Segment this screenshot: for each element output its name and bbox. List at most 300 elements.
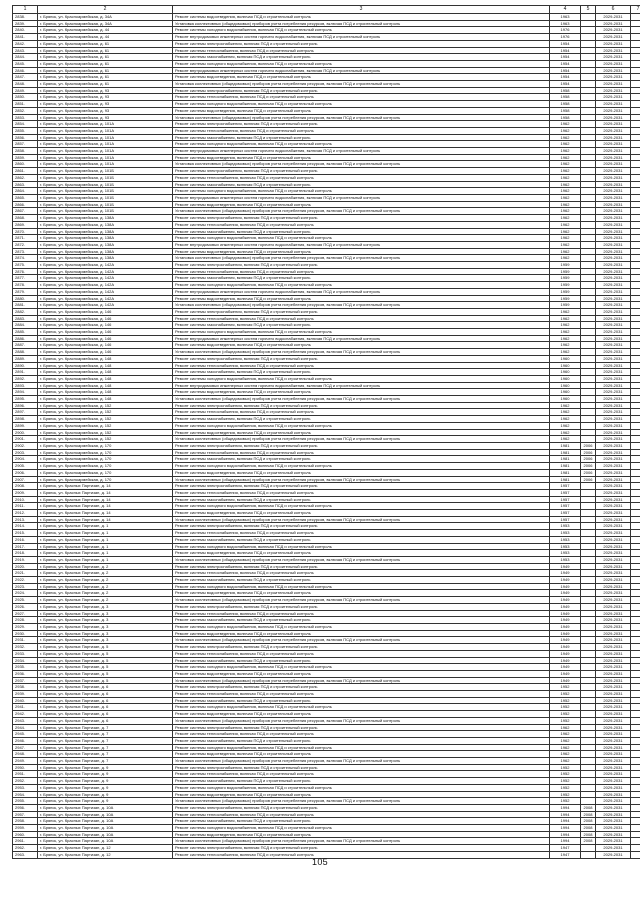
table-row — [13, 268, 640, 275]
reconstruction-year-cell — [581, 845, 596, 852]
table-row — [13, 798, 640, 805]
build-year-cell: 1962 — [550, 215, 581, 222]
extra-cell — [631, 751, 640, 758]
period-cell: 2029-2031 — [596, 235, 631, 242]
extra-cell — [631, 724, 640, 731]
table-row — [13, 510, 640, 517]
address-cell: г. Брянск, ул. Красноармейская, д. 142А — [38, 288, 173, 295]
address-cell: г. Брянск, ул. Красных Партизан, д. 2 — [38, 597, 173, 604]
work-type-cell: Ремонт системы водоотведения, включая ПСД и строительный контроль — [173, 791, 550, 798]
row-number: 2938. — [13, 684, 38, 691]
reconstruction-year-cell — [581, 623, 596, 630]
period-cell: 2029-2031 — [596, 818, 631, 825]
extra-cell — [631, 329, 640, 336]
table-row — [13, 255, 640, 262]
col-3-header: 3 — [173, 6, 550, 14]
build-year-cell: 1962 — [550, 248, 581, 255]
extra-cell — [631, 436, 640, 443]
build-year-cell: 1949 — [550, 583, 581, 590]
row-number: 2900. — [13, 429, 38, 436]
work-type-cell: Ремонт системы холодного водоснабжения, включая ПСД и строительный контроль — [173, 141, 550, 148]
table-row — [13, 697, 640, 704]
work-type-cell: Ремонт системы теплоснабжения, включая ПСД и строительный контроль — [173, 530, 550, 537]
row-number: 2891. — [13, 369, 38, 376]
reconstruction-year-cell — [581, 60, 596, 67]
work-type-cell: Ремонт системы теплоснабжения, включая ПСД и строительный контроль — [173, 811, 550, 818]
period-cell: 2029-2031 — [596, 54, 631, 61]
table-row — [13, 791, 640, 798]
reconstruction-year-cell — [581, 382, 596, 389]
extra-cell — [631, 101, 640, 108]
work-type-cell: Ремонт системы газоснабжения, включая ПСД и строительный контроль — [173, 181, 550, 188]
period-cell: 2029-2031 — [596, 650, 631, 657]
table-row — [13, 831, 640, 838]
extra-cell — [631, 382, 640, 389]
period-cell: 2029-2031 — [596, 275, 631, 282]
table-row — [13, 610, 640, 617]
extra-cell — [631, 402, 640, 409]
row-number: 2848. — [13, 81, 38, 88]
reconstruction-year-cell — [581, 590, 596, 597]
reconstruction-year-cell — [581, 550, 596, 557]
address-cell: г. Брянск, ул. Красноармейская, д. 101А — [38, 141, 173, 148]
period-cell: 2029-2031 — [596, 791, 631, 798]
row-number: 2951. — [13, 771, 38, 778]
period-cell: 2029-2031 — [596, 201, 631, 208]
work-type-cell: Ремонт системы электроснабжения, включая ПСД и строительный контроль — [173, 443, 550, 450]
period-cell: 2029-2031 — [596, 422, 631, 429]
row-number: 2929. — [13, 623, 38, 630]
extra-cell — [631, 54, 640, 61]
reconstruction-year-cell — [581, 704, 596, 711]
row-number: 2950. — [13, 764, 38, 771]
address-cell: г. Брянск, ул. Красноармейская, д. 44 — [38, 27, 173, 34]
table-row — [13, 630, 640, 637]
reconstruction-year-cell — [581, 731, 596, 738]
build-year-cell: 1959 — [550, 282, 581, 289]
period-cell: 2029-2031 — [596, 798, 631, 805]
column-number-row — [13, 6, 640, 14]
extra-cell — [631, 20, 640, 27]
work-type-cell: Ремонт системы электроснабжения, включая ПСД и строительный контроль — [173, 845, 550, 852]
build-year-cell: 1962 — [550, 154, 581, 161]
address-cell: г. Брянск, ул. Красных Партизан, д. 7 — [38, 758, 173, 765]
register-sheet — [12, 5, 640, 859]
reconstruction-year-cell — [581, 556, 596, 563]
address-cell: г. Брянск, ул. Красных Партизан, д. 10А — [38, 804, 173, 811]
row-number: 2865. — [13, 194, 38, 201]
table-row — [13, 74, 640, 81]
build-year-cell: 1994 — [550, 804, 581, 811]
work-type-cell: Установка коллективных (общедомовых) приборов учета потребления ресурсов, включая ПСД и строительный контроль — [173, 838, 550, 845]
row-number: 2859. — [13, 154, 38, 161]
row-number: 2863. — [13, 181, 38, 188]
reconstruction-year-cell — [581, 396, 596, 403]
table-row — [13, 670, 640, 677]
build-year-cell: 1954 — [550, 40, 581, 47]
extra-cell — [631, 684, 640, 691]
work-type-cell: Ремонт системы электроснабжения, включая ПСД и строительный контроль — [173, 684, 550, 691]
extra-cell — [631, 590, 640, 597]
col-2-header: 2 — [38, 6, 173, 14]
extra-cell — [631, 443, 640, 450]
row-number: 2894. — [13, 389, 38, 396]
row-number: 2841. — [13, 34, 38, 41]
reconstruction-year-cell — [581, 20, 596, 27]
table-row — [13, 684, 640, 691]
period-cell: 2029-2031 — [596, 443, 631, 450]
address-cell: г. Брянск, ул. Красноармейская, д. 93 — [38, 87, 173, 94]
address-cell: г. Брянск, ул. Красных Партизан, д. 10А — [38, 838, 173, 845]
period-cell: 2029-2031 — [596, 577, 631, 584]
table-row — [13, 469, 640, 476]
address-cell: г. Брянск, ул. Красноармейская, д. 142А — [38, 262, 173, 269]
period-cell: 2029-2031 — [596, 825, 631, 832]
row-number: 2907. — [13, 476, 38, 483]
table-row — [13, 302, 640, 309]
extra-cell — [631, 121, 640, 128]
table-row — [13, 121, 640, 128]
extra-cell — [631, 456, 640, 463]
reconstruction-year-cell — [581, 161, 596, 168]
build-year-cell: 1981 — [550, 469, 581, 476]
period-cell: 2029-2031 — [596, 704, 631, 711]
reconstruction-year-cell — [581, 101, 596, 108]
build-year-cell: 1962 — [550, 255, 581, 262]
address-cell: г. Брянск, ул. Красных Партизан, д. 7 — [38, 724, 173, 731]
reconstruction-year-cell — [581, 74, 596, 81]
row-number: 2921. — [13, 570, 38, 577]
row-number: 2890. — [13, 362, 38, 369]
reconstruction-year-cell — [581, 510, 596, 517]
build-year-cell: 1958 — [550, 107, 581, 114]
period-cell: 2029-2031 — [596, 369, 631, 376]
build-year-cell: 1947 — [550, 851, 581, 858]
reconstruction-year-cell — [581, 737, 596, 744]
work-type-cell: Установка коллективных (общедомовых) приборов учета потребления ресурсов, включая ПСД и строительный контроль — [173, 597, 550, 604]
address-cell: г. Брянск, ул. Красноармейская, д. 148 — [38, 375, 173, 382]
work-type-cell: Ремонт системы холодного водоснабжения, включая ПСД и строительный контроль — [173, 744, 550, 751]
row-number: 2886. — [13, 335, 38, 342]
reconstruction-year-cell — [581, 409, 596, 416]
extra-cell — [631, 201, 640, 208]
build-year-cell: 1953 — [550, 536, 581, 543]
table-row — [13, 389, 640, 396]
extra-cell — [631, 154, 640, 161]
row-number: 2916. — [13, 536, 38, 543]
row-number: 2943. — [13, 717, 38, 724]
build-year-cell: 1962 — [550, 174, 581, 181]
address-cell: г. Брянск, ул. Красноармейская, д. 101А — [38, 121, 173, 128]
extra-cell — [631, 476, 640, 483]
period-cell: 2029-2031 — [596, 295, 631, 302]
period-cell: 2029-2031 — [596, 87, 631, 94]
reconstruction-year-cell — [581, 523, 596, 530]
work-type-cell: Ремонт системы газоснабжения, включая ПСД и строительный контроль — [173, 134, 550, 141]
build-year-cell: 1952 — [550, 791, 581, 798]
extra-cell — [631, 409, 640, 416]
reconstruction-year-cell — [581, 262, 596, 269]
reconstruction-year-cell — [581, 758, 596, 765]
extra-cell — [631, 215, 640, 222]
extra-cell — [631, 295, 640, 302]
build-year-cell: 1994 — [550, 818, 581, 825]
build-year-cell: 1962 — [550, 188, 581, 195]
address-cell: г. Брянск, ул. Красных Партизан, д. 7 — [38, 744, 173, 751]
extra-cell — [631, 275, 640, 282]
table-row — [13, 188, 640, 195]
period-cell: 2029-2031 — [596, 148, 631, 155]
reconstruction-year-cell — [581, 248, 596, 255]
row-number: 2864. — [13, 188, 38, 195]
address-cell: г. Брянск, ул. Красноармейская, д. 101Б — [38, 174, 173, 181]
address-cell: г. Брянск, ул. Красноармейская, д. 101Б — [38, 188, 173, 195]
period-cell: 2029-2031 — [596, 20, 631, 27]
col-4-header: 4 — [550, 6, 581, 14]
table-row — [13, 764, 640, 771]
period-cell: 2029-2031 — [596, 556, 631, 563]
table-row — [13, 784, 640, 791]
build-year-cell: 1952 — [550, 691, 581, 698]
extra-cell — [631, 208, 640, 215]
row-number: 2955. — [13, 798, 38, 805]
reconstruction-year-cell — [581, 375, 596, 382]
work-type-cell: Ремонт системы газоснабжения, включая ПСД и строительный контроль — [173, 737, 550, 744]
work-type-cell: Ремонт системы теплоснабжения, включая ПСД и строительный контроль — [173, 47, 550, 54]
reconstruction-year-cell — [581, 47, 596, 54]
table-row — [13, 322, 640, 329]
address-cell: г. Брянск, ул. Красноармейская, д. 61 — [38, 74, 173, 81]
work-type-cell: Ремонт системы водоотведения, включая ПСД и строительный контроль — [173, 469, 550, 476]
work-type-cell: Ремонт системы холодного водоснабжения, включая ПСД и строительный контроль — [173, 235, 550, 242]
address-cell: г. Брянск, ул. Красных Партизан, д. 3 — [38, 610, 173, 617]
address-cell: г. Брянск, ул. Красноармейская, д. 146 — [38, 322, 173, 329]
address-cell: г. Брянск, ул. Красных Партизан, д. 9 — [38, 764, 173, 771]
period-cell: 2029-2031 — [596, 47, 631, 54]
work-type-cell: Ремонт системы электроснабжения, включая ПСД и строительный контроль — [173, 402, 550, 409]
extra-cell — [631, 650, 640, 657]
work-type-cell: Ремонт внутридомовых инженерных систем горячего водоснабжения, включая ПСД и строительный контроль — [173, 34, 550, 41]
table-row — [13, 516, 640, 523]
period-cell: 2029-2031 — [596, 396, 631, 403]
reconstruction-year-cell — [581, 389, 596, 396]
build-year-cell: 1962 — [550, 436, 581, 443]
reconstruction-year-cell — [581, 235, 596, 242]
row-number: 2932. — [13, 644, 38, 651]
extra-cell — [631, 248, 640, 255]
work-type-cell: Установка коллективных (общедомовых) приборов учета потребления ресурсов, включая ПСД и строительный контроль — [173, 255, 550, 262]
work-type-cell: Ремонт системы газоснабжения, включая ПСД и строительный контроль — [173, 496, 550, 503]
period-cell: 2029-2031 — [596, 436, 631, 443]
row-number: 2862. — [13, 174, 38, 181]
work-type-cell: Ремонт системы электроснабжения, включая ПСД и строительный контроль — [173, 308, 550, 315]
address-cell: г. Брянск, ул. Красных Партизан, д. 5 — [38, 670, 173, 677]
period-cell: 2029-2031 — [596, 851, 631, 858]
table-row — [13, 27, 640, 34]
table-row — [13, 181, 640, 188]
address-cell: г. Брянск, ул. Красноармейская, д. 34А — [38, 14, 173, 21]
extra-cell — [631, 570, 640, 577]
reconstruction-year-cell — [581, 40, 596, 47]
period-cell: 2029-2031 — [596, 778, 631, 785]
extra-cell — [631, 845, 640, 852]
work-type-cell: Ремонт системы газоснабжения, включая ПСД и строительный контроль — [173, 322, 550, 329]
table-row — [13, 744, 640, 751]
extra-cell — [631, 577, 640, 584]
row-number: 2953. — [13, 784, 38, 791]
address-cell: г. Брянск, ул. Красноармейская, д. 146 — [38, 308, 173, 315]
table-row — [13, 456, 640, 463]
address-cell: г. Брянск, ул. Красных Партизан, д. 2 — [38, 563, 173, 570]
work-type-cell: Ремонт системы водоотведения, включая ПСД и строительный контроль — [173, 14, 550, 21]
address-cell: г. Брянск, ул. Красных Партизан, д. 9 — [38, 778, 173, 785]
build-year-cell: 1994 — [550, 838, 581, 845]
reconstruction-year-cell — [581, 610, 596, 617]
extra-cell — [631, 282, 640, 289]
build-year-cell: 1962 — [550, 134, 581, 141]
extra-cell — [631, 758, 640, 765]
period-cell: 2029-2031 — [596, 724, 631, 731]
reconstruction-year-cell — [581, 744, 596, 751]
row-number: 2845. — [13, 60, 38, 67]
table-row — [13, 362, 640, 369]
work-type-cell: Ремонт системы электроснабжения, включая ПСД и строительный контроль — [173, 483, 550, 490]
row-number: 2880. — [13, 295, 38, 302]
period-cell: 2029-2031 — [596, 804, 631, 811]
work-type-cell: Ремонт системы водоотведения, включая ПСД и строительный контроль — [173, 201, 550, 208]
address-cell: г. Брянск, ул. Красноармейская, д. 142А — [38, 295, 173, 302]
reconstruction-year-cell — [581, 308, 596, 315]
address-cell: г. Брянск, ул. Красных Партизан, д. 7 — [38, 737, 173, 744]
page-number: 105 — [312, 857, 328, 867]
work-type-cell: Ремонт внутридомовых инженерных систем горячего водоснабжения, включая ПСД и строительный контроль — [173, 382, 550, 389]
period-cell: 2029-2031 — [596, 764, 631, 771]
row-number: 2915. — [13, 530, 38, 537]
address-cell: г. Брянск, ул. Красноармейская, д. 146 — [38, 335, 173, 342]
period-cell: 2029-2031 — [596, 717, 631, 724]
extra-cell — [631, 516, 640, 523]
table-row — [13, 523, 640, 530]
extra-cell — [631, 556, 640, 563]
address-cell: г. Брянск, ул. Красноармейская, д. 152 — [38, 436, 173, 443]
reconstruction-year-cell — [581, 154, 596, 161]
build-year-cell: 1962 — [550, 201, 581, 208]
period-cell: 2029-2031 — [596, 677, 631, 684]
table-row — [13, 409, 640, 416]
row-number: 2925. — [13, 597, 38, 604]
extra-cell — [631, 597, 640, 604]
work-type-cell: Установка коллективных (общедомовых) приборов учета потребления ресурсов, включая ПСД и строительный контроль — [173, 556, 550, 563]
extra-cell — [631, 657, 640, 664]
table-row — [13, 664, 640, 671]
work-type-cell: Ремонт системы холодного водоснабжения, включая ПСД и строительный контроль — [173, 503, 550, 510]
row-number: 2857. — [13, 141, 38, 148]
work-type-cell: Установка коллективных (общедомовых) приборов учета потребления ресурсов, включая ПСД и строительный контроль — [173, 20, 550, 27]
address-cell: г. Брянск, ул. Красноармейская, д. 61 — [38, 60, 173, 67]
table-row — [13, 845, 640, 852]
period-cell: 2029-2031 — [596, 597, 631, 604]
build-year-cell: 1958 — [550, 101, 581, 108]
address-cell: г. Брянск, ул. Красноармейская, д. 93 — [38, 94, 173, 101]
reconstruction-year-cell — [581, 516, 596, 523]
row-number: 2944. — [13, 724, 38, 731]
table-row — [13, 637, 640, 644]
period-cell: 2029-2031 — [596, 248, 631, 255]
build-year-cell: 1962 — [550, 308, 581, 315]
period-cell: 2029-2031 — [596, 375, 631, 382]
extra-cell — [631, 530, 640, 537]
build-year-cell: 1957 — [550, 510, 581, 517]
work-type-cell: Ремонт системы газоснабжения, включая ПСД и строительный контроль — [173, 54, 550, 61]
build-year-cell: 1962 — [550, 724, 581, 731]
build-year-cell: 1962 — [550, 744, 581, 751]
row-number: 2869. — [13, 221, 38, 228]
extra-cell — [631, 691, 640, 698]
address-cell: г. Брянск, ул. Красноармейская, д. 101А — [38, 154, 173, 161]
address-cell: г. Брянск, ул. Красноармейская, д. 146 — [38, 315, 173, 322]
reconstruction-year-cell — [581, 329, 596, 336]
row-number: 2896. — [13, 402, 38, 409]
build-year-cell: 1960 — [550, 382, 581, 389]
extra-cell — [631, 27, 640, 34]
row-number: 2917. — [13, 543, 38, 550]
row-number: 2933. — [13, 650, 38, 657]
period-cell: 2029-2031 — [596, 215, 631, 222]
work-type-cell: Ремонт системы холодного водоснабжения, включая ПСД и строительный контроль — [173, 543, 550, 550]
extra-cell — [631, 422, 640, 429]
build-year-cell: 1962 — [550, 168, 581, 175]
extra-cell — [631, 449, 640, 456]
row-number: 2934. — [13, 657, 38, 664]
col-1-header: 1 — [13, 6, 38, 14]
table-row — [13, 295, 640, 302]
row-number: 2962. — [13, 845, 38, 852]
table-row — [13, 650, 640, 657]
work-type-cell: Установка коллективных (общедомовых) приборов учета потребления ресурсов, включая ПСД и строительный контроль — [173, 208, 550, 215]
row-number: 2940. — [13, 697, 38, 704]
address-cell: г. Брянск, ул. Красных Партизан, д. 10А — [38, 825, 173, 832]
table-row — [13, 597, 640, 604]
build-year-cell: 1949 — [550, 590, 581, 597]
work-type-cell: Ремонт системы электроснабжения, включая ПСД и строительный контроль — [173, 603, 550, 610]
work-type-cell: Ремонт системы теплоснабжения, включая ПСД и строительный контроль — [173, 771, 550, 778]
row-number: 2928. — [13, 617, 38, 624]
period-cell: 2029-2031 — [596, 630, 631, 637]
period-cell: 2029-2031 — [596, 335, 631, 342]
row-number: 2897. — [13, 409, 38, 416]
extra-cell — [631, 717, 640, 724]
build-year-cell: 1962 — [550, 422, 581, 429]
work-type-cell: Установка коллективных (общедомовых) приборов учета потребления ресурсов, включая ПСД и строительный контроль — [173, 396, 550, 403]
row-number: 2846. — [13, 67, 38, 74]
build-year-cell: 1952 — [550, 717, 581, 724]
reconstruction-year-cell — [581, 194, 596, 201]
row-number: 2853. — [13, 114, 38, 121]
row-number: 2876. — [13, 268, 38, 275]
period-cell: 2029-2031 — [596, 349, 631, 356]
address-cell: г. Брянск, ул. Красноармейская, д. 148 — [38, 362, 173, 369]
reconstruction-year-cell — [581, 282, 596, 289]
address-cell: г. Брянск, ул. Красноармейская, д. 148 — [38, 369, 173, 376]
reconstruction-year-cell — [581, 717, 596, 724]
work-type-cell: Ремонт системы холодного водоснабжения, включая ПСД и строительный контроль — [173, 422, 550, 429]
row-number: 2941. — [13, 704, 38, 711]
address-cell: г. Брянск, ул. Красных Партизан, д. 5 — [38, 677, 173, 684]
row-number: 2906. — [13, 469, 38, 476]
row-number: 2919. — [13, 556, 38, 563]
work-type-cell: Ремонт внутридомовых инженерных систем горячего водоснабжения, включая ПСД и строительный контроль — [173, 241, 550, 248]
period-cell: 2029-2031 — [596, 744, 631, 751]
